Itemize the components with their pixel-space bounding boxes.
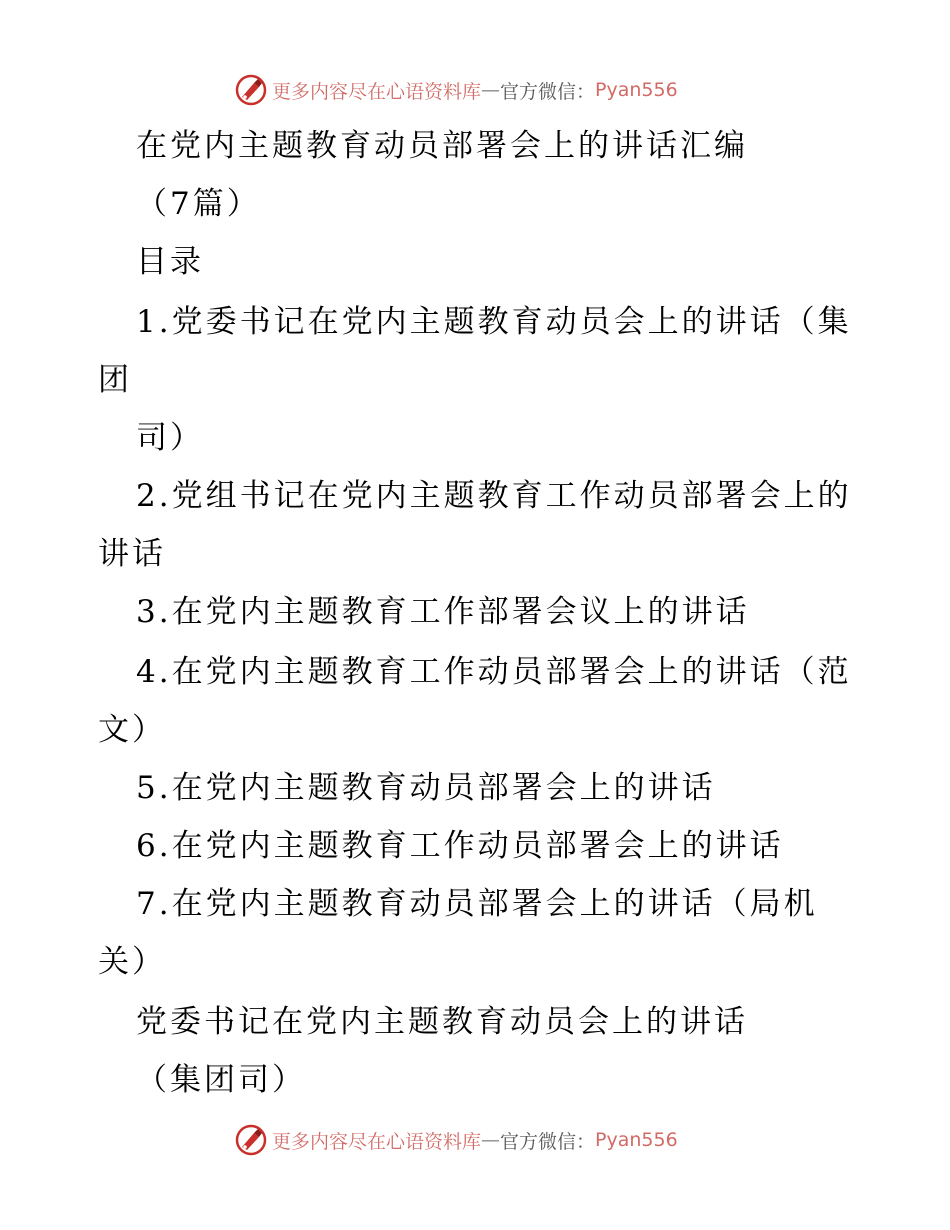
toc-item-7-line-2: 关） — [98, 944, 166, 980]
watermark-dash: — — [481, 79, 501, 101]
pen-logo-icon — [234, 1123, 268, 1157]
toc-item-2-line-2: 讲话 — [98, 536, 166, 572]
watermark-site-text: 更多内容尽在心语资料库 — [272, 1130, 482, 1153]
section-title-line-1: 党委书记在党内主题教育动员会上的讲话 — [136, 1004, 748, 1040]
toc-item-1-line-2: 团 — [98, 362, 132, 398]
watermark-wechat-id: Pyan556 — [595, 79, 678, 101]
toc-item-1-line-3: 司） — [136, 420, 204, 456]
toc-item-4-line-2: 文） — [98, 712, 166, 748]
watermark-dash: — — [481, 1129, 501, 1151]
watermark-label: 官方微信： — [500, 1130, 596, 1153]
footer-watermark — [234, 1123, 678, 1157]
toc-item-5: 5.在党内主题教育动员部署会上的讲话 — [136, 770, 716, 806]
watermark-wechat-id: Pyan556 — [595, 1129, 678, 1151]
toc-item-7-line-1: 7.在党内主题教育动员部署会上的讲话（局机 — [136, 886, 818, 922]
watermark-site-text: 更多内容尽在心语资料库 — [272, 80, 482, 103]
pen-logo-icon — [234, 73, 268, 107]
toc-item-4-line-1: 4.在党内主题教育工作动员部署会上的讲话（范 — [136, 654, 852, 690]
watermark-label: 官方微信： — [500, 80, 596, 103]
document-title-line-2: （7篇） — [136, 186, 261, 222]
toc-item-6: 6.在党内主题教育工作动员部署会上的讲话 — [136, 828, 784, 864]
header-watermark — [234, 73, 678, 107]
document-title-line-1: 在党内主题教育动员部署会上的讲话汇编 — [136, 128, 748, 164]
toc-heading: 目录 — [136, 244, 204, 280]
toc-item-3: 3.在党内主题教育工作部署会议上的讲话 — [136, 594, 750, 630]
section-title-line-2: （集团司） — [136, 1062, 306, 1098]
toc-item-1-line-1: 1.党委书记在党内主题教育动员会上的讲话（集 — [136, 304, 852, 340]
toc-item-2-line-1: 2.党组书记在党内主题教育工作动员部署会上的 — [136, 478, 852, 514]
